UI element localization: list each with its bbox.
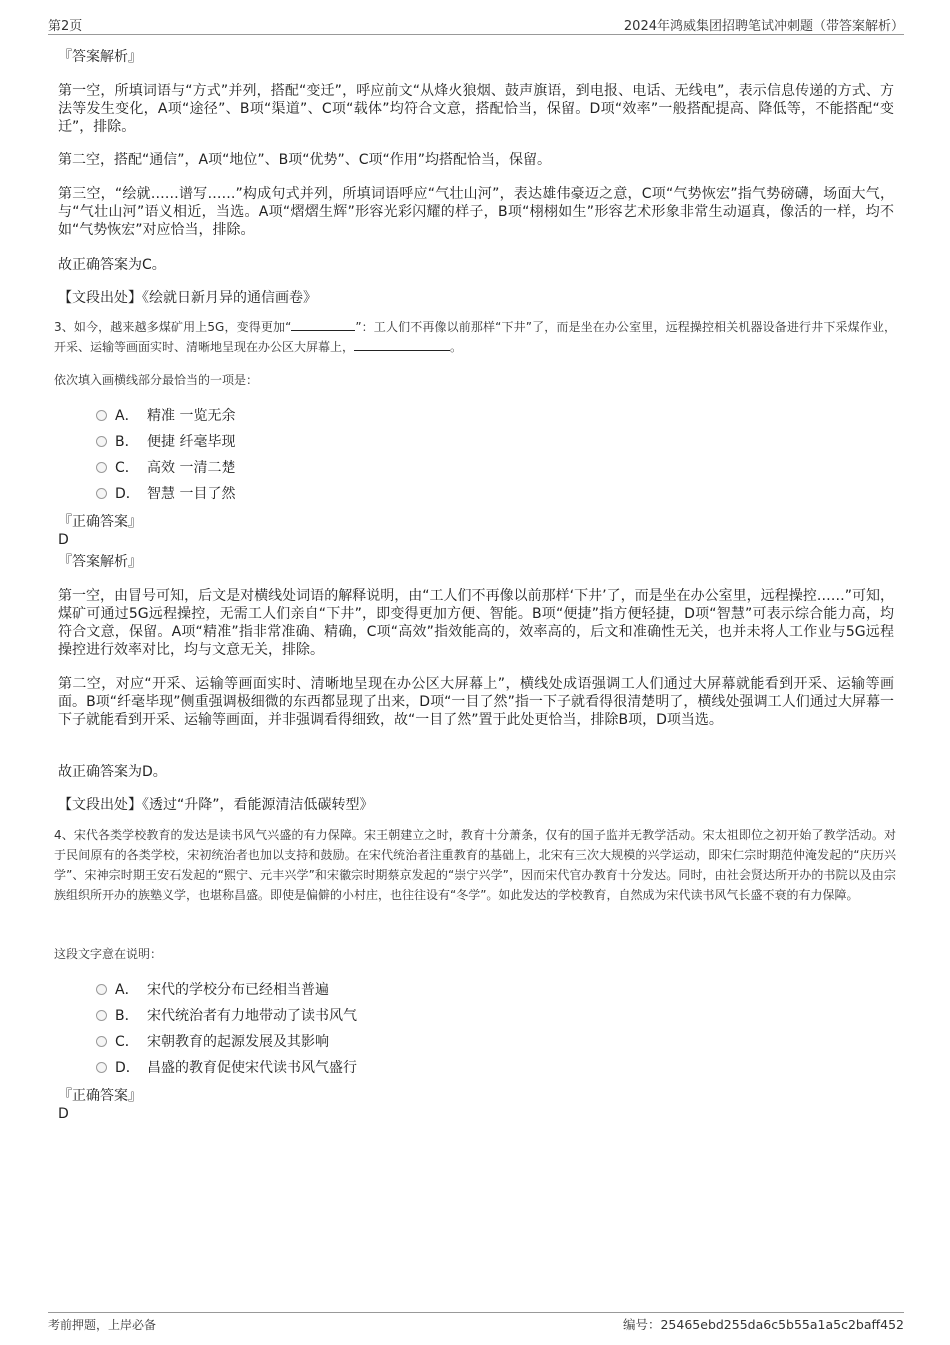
question-prompt: 依次填入画横线部分最恰当的一项是：	[54, 373, 259, 387]
analysis-paragraph: 第一空，由冒号可知，后文是对横线处词语的解释说明，由“工人们不再像以前那样‘下井’了，而是坐在办公室里，远程操控……”可知，煤矿可通过5G远程操控，无需工人们亲自“下井”，即变得更加方便、智能。B项“便捷”指方便轻捷，D项“智慧”可表示综合能力高，均符合文意，保留。A项“精准”指非常准确、精确，C项“高效”指效能高的，效率高的，后文和准确性无关，也并未将人工作业与5G远程操控进行效率对比，均与文意无关，排除。	[58, 588, 894, 658]
radio-icon[interactable]	[96, 436, 107, 447]
radio-icon[interactable]	[96, 1010, 107, 1021]
correct-answer: D	[58, 1106, 69, 1122]
source-citation: 【文段出处】《透过“升降”，看能源清洁低碳转型》	[58, 797, 374, 813]
question-3-text: 3、如今，越来越多煤矿用上5G，变得更加“ ”：工人们不再像以前那样“下井”了，而是坐在办公室里，远程操控相关机器设备进行井下采煤作业，开采、运输等画面实时、清晰地呈现在办公区大屏幕上， 。	[54, 320, 896, 354]
page-header	[48, 12, 904, 35]
answer-conclusion: 故正确答案为C。	[58, 257, 166, 273]
page-number: 第2页	[48, 19, 83, 34]
radio-icon[interactable]	[96, 984, 107, 995]
fill-blank	[354, 338, 450, 351]
radio-icon[interactable]	[96, 462, 107, 473]
analysis-paragraph: 第二空，对应“开采、运输等画面实时、清晰地呈现在办公区大屏幕上”，横线处成语强调工人们通过大屏幕就能看到开采、运输等画面。B项“纤毫毕现”侧重强调极细微的东西都显现了出来，D项“一目了然”指一下子就看得很清楚明了，横线处强调工人们通过大屏幕一下子就能看到开采、运输等画面，并非强调看得细致，故“一目了然”置于此处更恰当，排除B项，D项当选。	[58, 676, 894, 728]
option-b[interactable]: B． 宋代统治者有力地带动了读书风气	[96, 1005, 357, 1027]
radio-icon[interactable]	[96, 488, 107, 499]
page-footer	[48, 1312, 904, 1333]
radio-icon[interactable]	[96, 410, 107, 421]
radio-icon[interactable]	[96, 1036, 107, 1047]
document-title: 2024年鸿威集团招聘笔试冲刺题（带答案解析）	[623, 19, 904, 34]
option-a[interactable]: A． 宋代的学校分布已经相当普遍	[96, 979, 329, 1001]
document-code: 编号：25465ebd255da6c5b55a1a5c2baff452	[622, 1317, 904, 1332]
correct-answer-label: 『正确答案』	[58, 1088, 142, 1104]
option-d[interactable]: D． 智慧 一目了然	[96, 483, 235, 505]
option-a[interactable]: A． 精准 一览无余	[96, 405, 235, 427]
option-c[interactable]: C． 宋朝教育的起源发展及其影响	[96, 1031, 329, 1053]
option-b[interactable]: B． 便捷 纤毫毕现	[96, 431, 235, 453]
option-c[interactable]: C． 高效 一清二楚	[96, 457, 235, 479]
question-4-text: 4、宋代各类学校教育的发达是读书风气兴盛的有力保障。宋王朝建立之时，教育十分萧条，仅有的国子监并无教学活动。宋太祖即位之初开始了教学活动。对于民间原有的各类学校，宋初统治者也加以支持和鼓励。在宋代统治者注重教育的基础上，北宋有三次大规模的兴学运动，即宋仁宗时期范仲淹发起的“庆历兴学”、宋神宗时期王安石发起的“熙宁、元丰兴学”和宋徽宗时期蔡京发起的“崇宁兴学”，因而宋代官办教育十分发达。同时，由社会贤达所开办的书院以及由宗族组织所开办的族塾义学，也堪称昌盛。即使是偏僻的小村庄，也往往设有“冬学”。如此发达的学校教育，自然成为宋代读书风气长盛不衰的有力保障。	[54, 828, 896, 902]
analysis-paragraph: 第二空，搭配“通信”，A项“地位”、B项“优势”、C项“作用”均搭配恰当，保留。	[58, 152, 551, 168]
radio-icon[interactable]	[96, 1062, 107, 1073]
answer-conclusion: 故正确答案为D。	[58, 764, 167, 780]
analysis-label: 『答案解析』	[58, 554, 142, 570]
option-d[interactable]: D． 昌盛的教育促使宋代读书风气盛行	[96, 1057, 357, 1079]
analysis-label: 『答案解析』	[58, 49, 142, 65]
analysis-paragraph: 第三空，“绘就……谱写……”构成句式并列，所填词语呼应“气壮山河”，表达雄伟豪迈之意，C项“气势恢宏”指气势磅礴，场面大气，与“气壮山河”语义相近，当选。A项“熠熠生辉”形容光彩闪耀的样子，B项“栩栩如生”形容艺术形象非常生动逼真，像活的一样，均不如“气势恢宏”对应恰当，排除。	[58, 186, 894, 238]
question-prompt: 这段文字意在说明：	[54, 947, 163, 961]
analysis-paragraph: 第一空，所填词语与“方式”并列，搭配“变迁”，呼应前文“从烽火狼烟、鼓声旗语，到电报、电话、无线电”，表示信息传递的方式、方法等发生变化，A项“途径”、B项“渠道”、C项“载体”均符合文意，搭配恰当，保留。D项“效率”一般搭配提高、降低等，不能搭配“变迁”，排除。	[58, 83, 894, 135]
fill-blank	[291, 318, 355, 331]
footer-slogan: 考前押题，上岸必备	[48, 1318, 157, 1332]
source-citation: 【文段出处】《绘就日新月异的通信画卷》	[58, 290, 317, 306]
correct-answer: D	[58, 532, 69, 548]
correct-answer-label: 『正确答案』	[58, 514, 142, 530]
